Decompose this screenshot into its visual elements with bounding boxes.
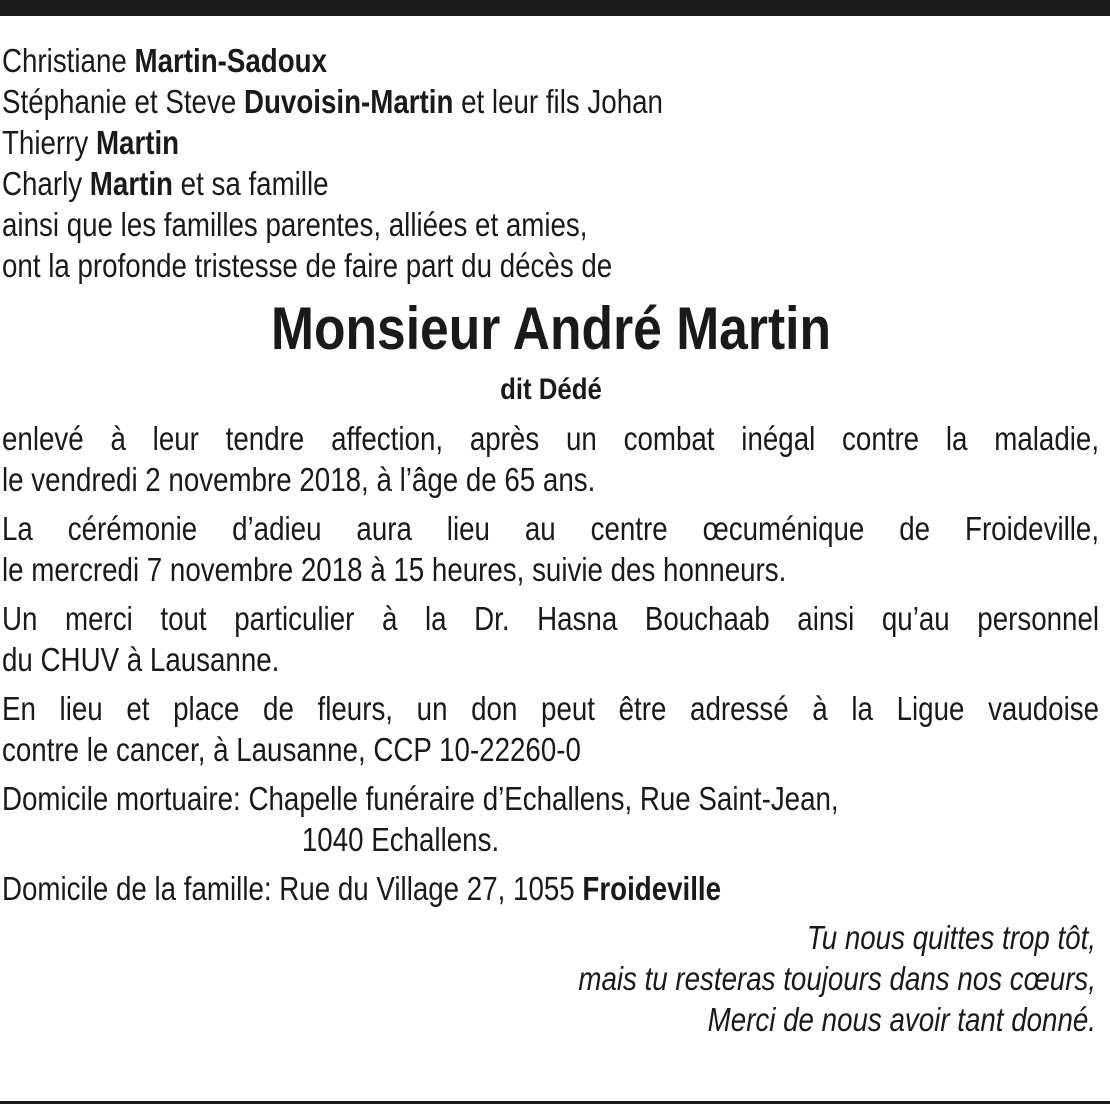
top-border-bar: [0, 0, 1110, 16]
domicile-famille-address: Domicile de la famille: Rue du Village 27, 1055: [2, 870, 583, 907]
closing-poem: [2, 917, 1100, 1040]
family-member: [2, 40, 924, 81]
family-member-surname: Martin-Sadoux: [134, 42, 328, 79]
paragraph-line: En lieu et place de fleurs, un don peut être adressé à la Ligue vaudoise: [2, 690, 1100, 727]
family-member: [2, 81, 924, 122]
domicile-mortuaire: [2, 778, 1100, 860]
family-member: [2, 163, 924, 204]
family-member-first-name: Thierry: [2, 124, 96, 161]
family-member-first-name: Charly: [2, 165, 90, 202]
domicile-famille: [2, 868, 1100, 909]
family-member-surname: Duvoisin-Martin: [243, 83, 454, 120]
deceased-name: Monsieur André Martin: [271, 295, 831, 362]
paragraph-line: La cérémonie d’adieu aura lieu au centre œcuménique de Froideville,: [2, 510, 1100, 547]
paragraph-line: le mercredi 7 novembre 2018 à 15 heures, suivie des honneurs.: [2, 551, 787, 588]
paragraph-line: le vendredi 2 novembre 2018, à l’âge de 65 ans.: [2, 461, 596, 498]
poem-line: mais tu resteras toujours dans nos cœurs,: [578, 960, 1096, 997]
paragraph-line: enlevé à leur tendre affection, après un combat inégal contre la maladie,: [2, 420, 1100, 457]
thanks-paragraph: [2, 598, 1100, 680]
domicile-famille-town: Froideville: [582, 870, 722, 907]
announcement-paragraph: [2, 418, 1100, 500]
family-member: [2, 122, 924, 163]
paragraph-line: contre le cancer, à Lausanne, CCP 10-22260-0: [2, 731, 581, 768]
donation-paragraph: [2, 688, 1100, 770]
family-member-suffix: et leur fils Johan: [453, 83, 663, 120]
intro-line: ont la profonde tristesse de faire part du décès de: [2, 247, 613, 284]
obituary-notice: [2, 40, 1100, 1040]
family-member-surname: Martin: [95, 124, 180, 161]
intro-line: ainsi que les familles parentes, alliées et amies,: [2, 206, 588, 243]
paragraph-line: Un merci tout particulier à la Dr. Hasna Bouchaab ainsi qu’au personnel: [2, 600, 1100, 637]
family-member-suffix: et sa famille: [172, 165, 329, 202]
family-member-surname: Martin: [89, 165, 173, 202]
poem-line: Tu nous quittes trop tôt,: [806, 919, 1096, 956]
deceased-nickname: dit Dédé: [500, 373, 602, 406]
family-member-first-name: Christiane: [2, 42, 135, 79]
ceremony-paragraph: [2, 508, 1100, 590]
family-list: [2, 40, 1100, 286]
family-member-first-name: Stéphanie et Steve: [2, 83, 244, 120]
poem-line: Merci de nous avoir tant donné.: [707, 1001, 1096, 1038]
paragraph-line: du CHUV à Lausanne.: [2, 641, 280, 678]
domicile-mortuaire-line: 1040 Echallens.: [301, 821, 500, 858]
domicile-mortuaire-line: Domicile mortuaire: Chapelle funéraire d’Echallens, Rue Saint-Jean,: [2, 780, 839, 817]
domicile-famille-line: [2, 868, 924, 909]
